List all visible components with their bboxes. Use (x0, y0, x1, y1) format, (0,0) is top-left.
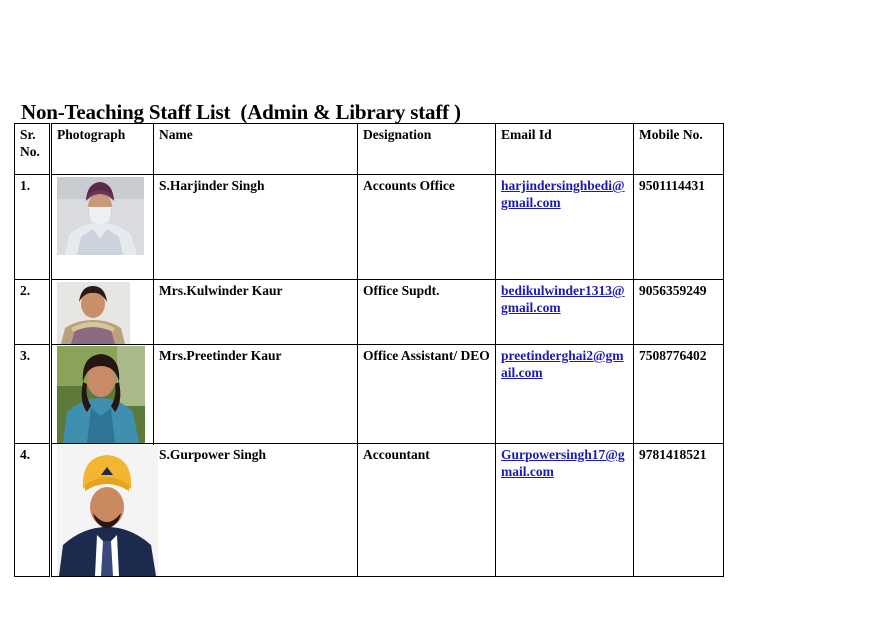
staff-photo (57, 445, 158, 576)
staff-designation: Office Assistant/ DEO (358, 345, 496, 444)
staff-name: S.Harjinder Singh (154, 175, 358, 280)
email-link[interactable]: Gurpowersingh17@gmail.com (501, 447, 625, 479)
staff-designation: Accounts Office (358, 175, 496, 280)
photo-cell (51, 345, 154, 444)
table-row (15, 175, 724, 280)
sr-no: 2. (15, 280, 51, 345)
staff-email (496, 444, 634, 577)
sr-no: 4. (15, 444, 51, 577)
staff-photo (57, 282, 130, 344)
staff-photo (57, 177, 144, 255)
sr-no: 1. (15, 175, 51, 280)
header-designation: Designation (358, 124, 496, 175)
email-link[interactable]: harjindersinghbedi@gmail.com (501, 178, 625, 210)
photo-cell (51, 175, 154, 280)
header-sr-no: Sr. No. (15, 124, 51, 175)
staff-mobile: 9056359249 (634, 280, 724, 345)
email-link[interactable]: bedikulwinder1313@gmail.com (501, 283, 625, 315)
staff-name: Mrs.Preetinder Kaur (154, 345, 358, 444)
staff-email (496, 175, 634, 280)
sr-no: 3. (15, 345, 51, 444)
staff-table (14, 123, 724, 577)
staff-name: Mrs.Kulwinder Kaur (154, 280, 358, 345)
table-row (15, 444, 724, 577)
photo-cell (51, 444, 154, 577)
staff-mobile: 7508776402 (634, 345, 724, 444)
email-link[interactable]: preetinderghai2@gmail.com (501, 348, 624, 380)
header-email: Email Id (496, 124, 634, 175)
staff-photo (57, 346, 145, 443)
staff-designation: Accountant (358, 444, 496, 577)
table-row (15, 280, 724, 345)
staff-mobile: 9501114431 (634, 175, 724, 280)
photo-cell (51, 280, 154, 345)
header-photograph: Photograph (51, 124, 154, 175)
staff-designation: Office Supdt. (358, 280, 496, 345)
header-name: Name (154, 124, 358, 175)
table-row (15, 345, 724, 444)
staff-email (496, 280, 634, 345)
table-header-row (15, 124, 724, 175)
header-mobile: Mobile No. (634, 124, 724, 175)
staff-name: S.Gurpower Singh (154, 444, 358, 577)
staff-email (496, 345, 634, 444)
page-title: Non-Teaching Staff List (Admin & Library staff ) (21, 100, 461, 124)
staff-mobile: 9781418521 (634, 444, 724, 577)
